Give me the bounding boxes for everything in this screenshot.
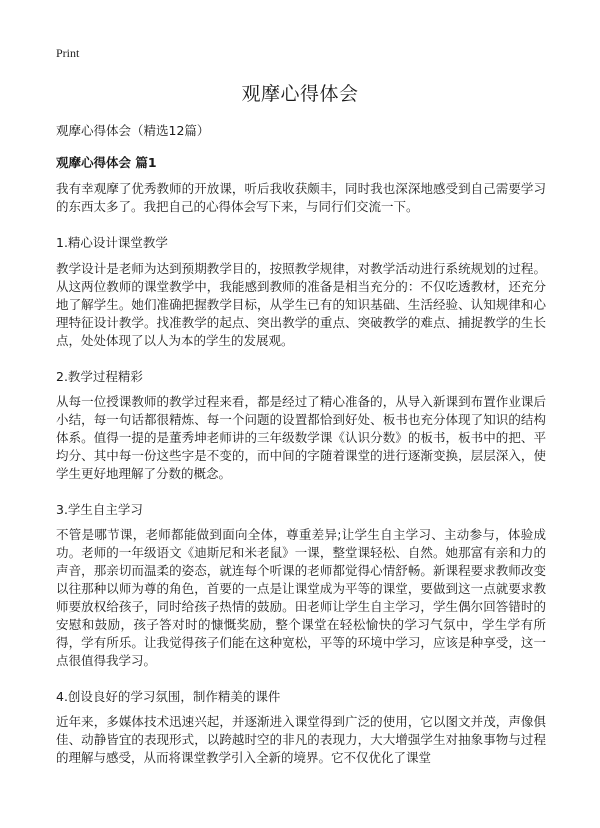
section-paragraph: 从每一位授课教师的教学过程来看，都是经过了精心准备的，从导入新课到布置作业课后小结，每一句话都很精炼、每一个问题的设置都恰到好处、板书也充分体现了知识的结构体系。值得一提的是董秀坤老师讲的三年级数学课《认识分数》的板书，板书中的把、平均分、其中每一份这些字是不变的，而中间的字随着课堂的进行逐渐变换，层层深入，使学生更好地理解了分数的概念。 (56, 394, 546, 481)
section-heading: 1.精心设计课堂教学 (56, 235, 168, 250)
section-paragraph: 教学设计是老师为达到预期教学目的，按照教学规律，对教学活动进行系统规划的过程。从这两位教师的课堂教学中，我能感到教师的准备是相当充分的：不仅吃透教材，还充分地了解学生。她们准确把握教学目标，从学生已有的知识基础、生活经验、认知规律和心理特征设计教学。找准教学的起点、突出教学的重点、突破教学的难点、捕捉教学的生长点，处处体现了以人为本的学生的发展观。 (56, 261, 546, 348)
print-link[interactable]: Print (56, 46, 80, 60)
page-title: 观摩心得体会 (241, 83, 359, 105)
section-heading: 3.学生自主学习 (56, 502, 143, 517)
section-heading: 4.创设良好的学习氛围，制作精美的课件 (56, 689, 281, 704)
document-subtitle: 观摩心得体会（精选12篇） (56, 123, 210, 138)
part-heading: 观摩心得体会 篇1 (56, 155, 157, 170)
section-heading: 2.教学过程精彩 (56, 369, 143, 384)
intro-paragraph: 我有幸观摩了优秀教师的开放课，听后我收获颇丰，同时我也深深地感受到自己需要学习的东西太多了。我把自己的心得体会写下来，与同行们交流一下。 (56, 181, 546, 214)
section-paragraph: 不管是哪节课，老师都能做到面向全体，尊重差异;让学生自主学习、主动参与，体验成功。老师的一年级语文《迪斯尼和米老鼠》一课，整堂课轻松、自然。她那富有亲和力的声音，那亲切而温柔的姿态，就连每个听课的老师都觉得心情舒畅。新课程要求教师改变以往那种以师为尊的角色，首要的一点是让课堂成为平等的课堂，要做到这一点就要求教师要放权给孩子，同时给孩子热情的鼓励。田老师让学生自主学习，学生偶尔回答错时的安慰和鼓励，孩子答对时的慷慨奖励，整个课堂在轻松愉快的学习气氛中，学生学有所得，学有所乐。让我觉得孩子们能在这种宽松，平等的环境中学习，应该是种享受，这一点很值得我学习。 (56, 527, 546, 668)
section-paragraph: 近年来，多媒体技术迅速兴起，并逐渐进入课堂得到广泛的使用，它以图文并茂，声像俱佳、动静皆宜的表现形式，以跨越时空的非凡的表现力，大大增强学生对抽象事物与过程的理解与感受，从而将课堂教学引入全新的境界。它不仅优化了课堂 (56, 714, 546, 765)
